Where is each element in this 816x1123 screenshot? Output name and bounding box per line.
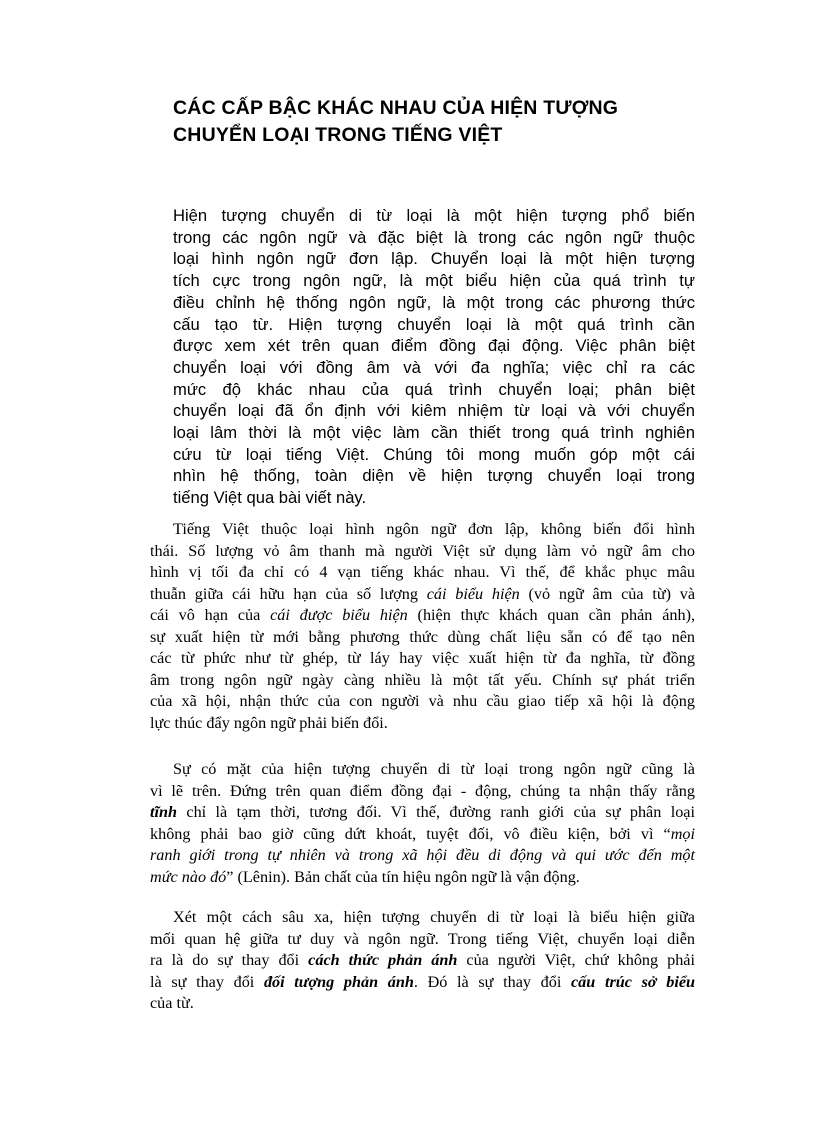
text-run: (vỏ ngữ âm của từ) và <box>519 584 696 603</box>
bold-italic-term: cấu trúc sở biểu <box>571 972 696 991</box>
text-run: không phải bao giờ cũng dứt khoát, tuyệt đối, vô điều kiện, bởi vì “ <box>150 824 671 843</box>
body-line <box>150 584 695 606</box>
text-run: cái vô hạn của <box>150 606 271 624</box>
bold-italic-term: đối tượng phản ánh <box>263 972 414 991</box>
text-run: ra là do sự thay đổi <box>150 951 309 969</box>
italic-term: cái được biểu hiện <box>270 606 408 624</box>
body-line: Tiếng Việt thuộc loại hình ngôn ngữ đơn lập, không biến đổi hình <box>173 520 695 538</box>
text-run: (hiện thực khách quan cần phản ánh), <box>407 606 696 624</box>
text-run: chỉ là tạm thời, tương đối. Vì thế, đường ranh giới của sự phân loại <box>177 803 695 821</box>
abstract-line: cấu tạo từ. Hiện tượng chuyển loại là một quá trình cần <box>173 314 695 334</box>
body-line <box>150 972 695 994</box>
body-line: Xét một cách sâu xa, hiện tượng chuyển di từ loại là biểu hiện giữa <box>173 908 695 926</box>
abstract-line: tích cực trong ngôn ngữ, là một biểu hiện của quá trình tự <box>173 271 695 291</box>
abstract-line: tiếng Việt qua bài viết này. <box>173 488 367 508</box>
abstract-line: điều chỉnh hệ thống ngôn ngữ, là một trong các phương thức <box>173 292 695 312</box>
body-line <box>150 824 695 846</box>
body-line <box>150 802 695 824</box>
italic-quote: ranh giới trong tự nhiên và trong xã hội đều di động và qui ước đến một <box>150 846 695 864</box>
paragraph-3 <box>150 907 695 1015</box>
body-line: âm trong ngôn ngữ ngày càng nhiều là một tất yếu. Chính sự phát triển <box>150 670 695 689</box>
paragraph-2 <box>150 759 695 888</box>
body-line: hình vị tối đa chỉ có 4 vạn tiếng khác nhau. Vì thế, để khắc phục mâu <box>150 563 695 581</box>
abstract-line: loại hình ngôn ngữ đơn lập. Chuyển loại là một hiện tượng <box>173 249 695 269</box>
body-line <box>150 845 695 867</box>
body-line: của xã hội, nhận thức của con người và nhu cầu giao tiếp xã hội là động <box>150 692 695 710</box>
abstract-line: trong các ngôn ngữ và đặc biệt là trong các ngôn ngữ thuộc <box>173 227 695 247</box>
body-line: các từ phức như từ ghép, từ láy hay việc xuất hiện từ đa nghĩa, từ đồng <box>150 649 695 667</box>
bold-italic-term: cách thức phản ánh <box>308 951 458 969</box>
body-line: Sự có mặt của hiện tượng chuyển di từ loại trong ngôn ngữ cũng là <box>173 760 695 778</box>
abstract-line: chuyển loại với đồng âm và với đa nghĩa; việc chỉ ra các <box>173 357 695 377</box>
text-run: là sự thay đổi <box>150 972 264 991</box>
abstract-line: loại lâm thời là một việc làm cần thiết trong quá trình nghiên <box>173 423 695 443</box>
italic-quote: mức nào đó <box>150 867 227 886</box>
abstract <box>173 205 695 509</box>
text-run: của người Việt, chứ không phải <box>457 951 695 969</box>
body-line <box>150 605 695 627</box>
body-line: mối quan hệ giữa tư duy và ngôn ngữ. Trong tiếng Việt, chuyển loại diễn <box>150 929 695 948</box>
body-line: sự xuất hiện từ mới bằng phương thức dùng chất liệu sẵn có để tạo nên <box>150 627 695 646</box>
body-line <box>150 950 695 972</box>
abstract-line: nhìn hệ thống, toàn diện về hiện tượng chuyển loại trong <box>173 466 695 486</box>
body-line: lực thúc đẩy ngôn ngữ phải biến đổi. <box>150 713 388 732</box>
text-run: thuẫn giữa cái hữu hạn của số lượng <box>150 584 427 603</box>
paragraph-1 <box>150 519 695 734</box>
text-run: . Đó là sự thay đổi <box>413 972 571 991</box>
title-line-2: CHUYỂN LOẠI TRONG TIẾNG VIỆT <box>173 124 503 146</box>
body-line <box>150 867 695 889</box>
body-line: của từ. <box>150 994 194 1012</box>
abstract-line: cứu từ loại tiếng Việt. Chúng tôi mong muốn góp một cái <box>173 444 695 464</box>
italic-term: cái biểu hiện <box>426 584 520 603</box>
page-title <box>173 95 713 149</box>
body-line: vì lẽ trên. Đứng trên quan điểm đồng đại - động, chúng ta nhận thấy rằng <box>150 781 695 800</box>
abstract-line: Hiện tượng chuyển di từ loại là một hiện tượng phổ biến <box>173 206 695 225</box>
italic-quote: mọi <box>670 824 695 843</box>
abstract-line: mức độ khác nhau của quá trình chuyển loại; phân biệt <box>173 379 695 399</box>
text-run: ” (Lênin). Bản chất của tín hiệu ngôn ngữ là vận động. <box>226 867 580 886</box>
bold-italic-term: tĩnh <box>150 803 178 821</box>
body-line: thái. Số lượng vỏ âm thanh mà người Việt sử dụng làm vỏ ngữ âm cho <box>150 541 695 560</box>
title-line-1: CÁC CẤP BẬC KHÁC NHAU CỦA HIỆN TƯỢNG <box>173 97 619 119</box>
abstract-line: chuyển loại đã ổn định với kiêm nhiệm từ loại và với chuyển <box>173 401 695 421</box>
abstract-line: được xem xét trên quan điểm đồng đại động. Việc phân biệt <box>173 336 695 356</box>
